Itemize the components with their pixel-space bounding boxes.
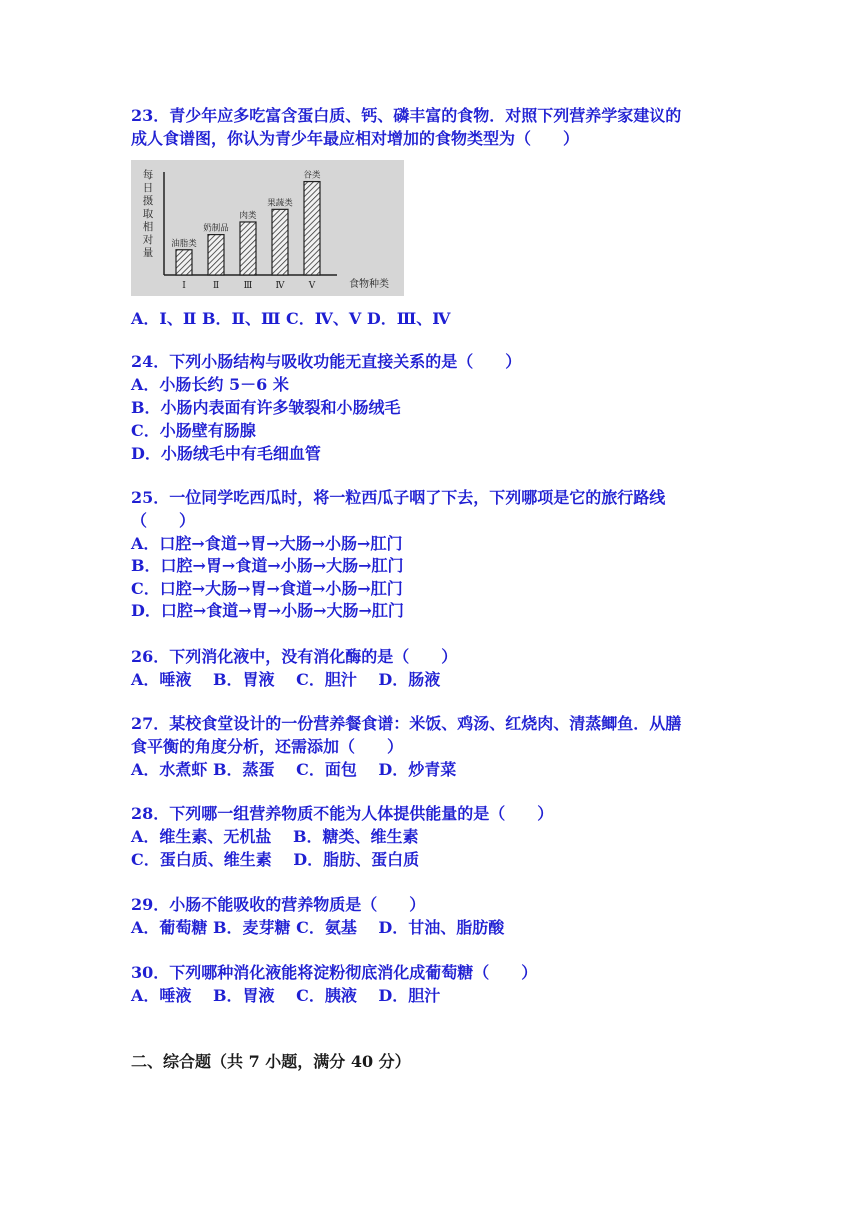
y-label-char: 对 [142,234,154,246]
bar-label-2: 奶制品 [203,223,229,234]
y-label-char: 取 [142,208,154,220]
q27-line-1: 27．某校食堂设计的一份营养餐食谱：米饭、鸡汤、红烧肉、清蒸鲫鱼．从膳 [131,714,682,733]
y-label-char: 量 [142,247,154,259]
y-label-char: 相 [142,221,154,233]
y-axis-label [143,168,154,259]
q28-line-1: 28．下列哪一组营养物质不能为人体提供能量的是（ ） [131,804,554,823]
bar-2 [208,235,224,275]
q25-option-d: D．口腔→食道→胃→小肠→大肠→肛门 [131,601,404,620]
q28-options-1: A．维生素、无机盐 B．糖类、维生素 [131,827,419,846]
q24-option-c: C．小肠壁有肠腺 [131,421,256,440]
bar-label-1: 油脂类 [171,238,197,249]
q24-option-b: B．小肠内表面有许多皱裂和小肠绒毛 [131,398,401,417]
q23-options: A．Ⅰ、Ⅱ B．Ⅱ、Ⅲ C．Ⅳ、Ⅴ D．Ⅲ、Ⅳ [131,309,451,328]
q25-option-c: C．口腔→大肠→胃→食道→小肠→肛门 [131,579,403,598]
y-label-char: 每 [142,169,154,181]
bar-3 [240,222,256,275]
chart-svg [131,160,404,296]
q29-line-1: 29．小肠不能吸收的营养物质是（ ） [131,895,426,914]
x-axis-label: 食物种类 [349,279,389,290]
bar-label-3: 肉类 [239,210,257,221]
q26-line-1: 26．下列消化液中，没有消化酶的是（ ） [131,647,458,666]
q25-line-2: （ ） [131,511,196,530]
bar-1 [176,250,192,275]
x-tick-label-5: Ⅴ [308,281,316,291]
food-intake-chart [131,160,404,296]
x-tick-label-2: Ⅱ [212,281,220,291]
q30-line-1: 30．下列哪种消化液能将淀粉彻底消化成葡萄糖（ ） [131,963,538,982]
q25-option-b: B．口腔→胃→食道→小肠→大肠→肛门 [131,556,404,575]
q26-options: A．唾液 B．胃液 C．胆汁 D．肠液 [131,670,441,689]
x-tick-label-3: Ⅲ [243,281,253,291]
q30-options: A．唾液 B．胃液 C．胰液 D．胆汁 [131,986,441,1005]
q27-line-2: 食平衡的角度分析，还需添加（ ） [131,737,404,756]
y-label-char: 日 [142,182,154,194]
q24-option-d: D．小肠绒毛中有毛细血管 [131,444,321,463]
q25-option-a: A．口腔→食道→胃→大肠→小肠→肛门 [131,534,403,553]
q27-options: A．水煮虾 B．蒸蛋 C．面包 D．炒青菜 [131,760,457,779]
q28-options-2: C．蛋白质、维生素 D．脂肪、蛋白质 [131,850,420,869]
q23-line-2: 成人食谱图，你认为青少年最应相对增加的食物类型为（ ） [131,129,580,148]
q24-option-a: A．小肠长约 5－6 米 [131,375,289,394]
q29-options: A．葡萄糖 B．麦芽糖 C．氨基 D．甘油、脂肪酸 [131,918,505,937]
q23-line-1: 23．青少年应多吃富含蛋白质、钙、磷丰富的食物．对照下列营养学家建议的 [131,106,682,125]
bar-label-4: 果蔬类 [267,198,293,209]
section-heading: 二、综合题（共 7 小题，满分 40 分） [131,1052,411,1071]
q25-line-1: 25．一位同学吃西瓜时，将一粒西瓜子咽了下去，下列哪项是它的旅行路线 [131,488,666,507]
bar-label-5: 谷类 [303,170,321,181]
bar-5 [304,182,320,275]
bar-4 [272,209,288,275]
y-label-char: 摄 [142,195,154,207]
q24-line-1: 24．下列小肠结构与吸收功能无直接关系的是（ ） [131,352,522,371]
x-tick-label-4: Ⅳ [275,281,285,291]
x-tick-label-1: Ⅰ [182,281,186,291]
